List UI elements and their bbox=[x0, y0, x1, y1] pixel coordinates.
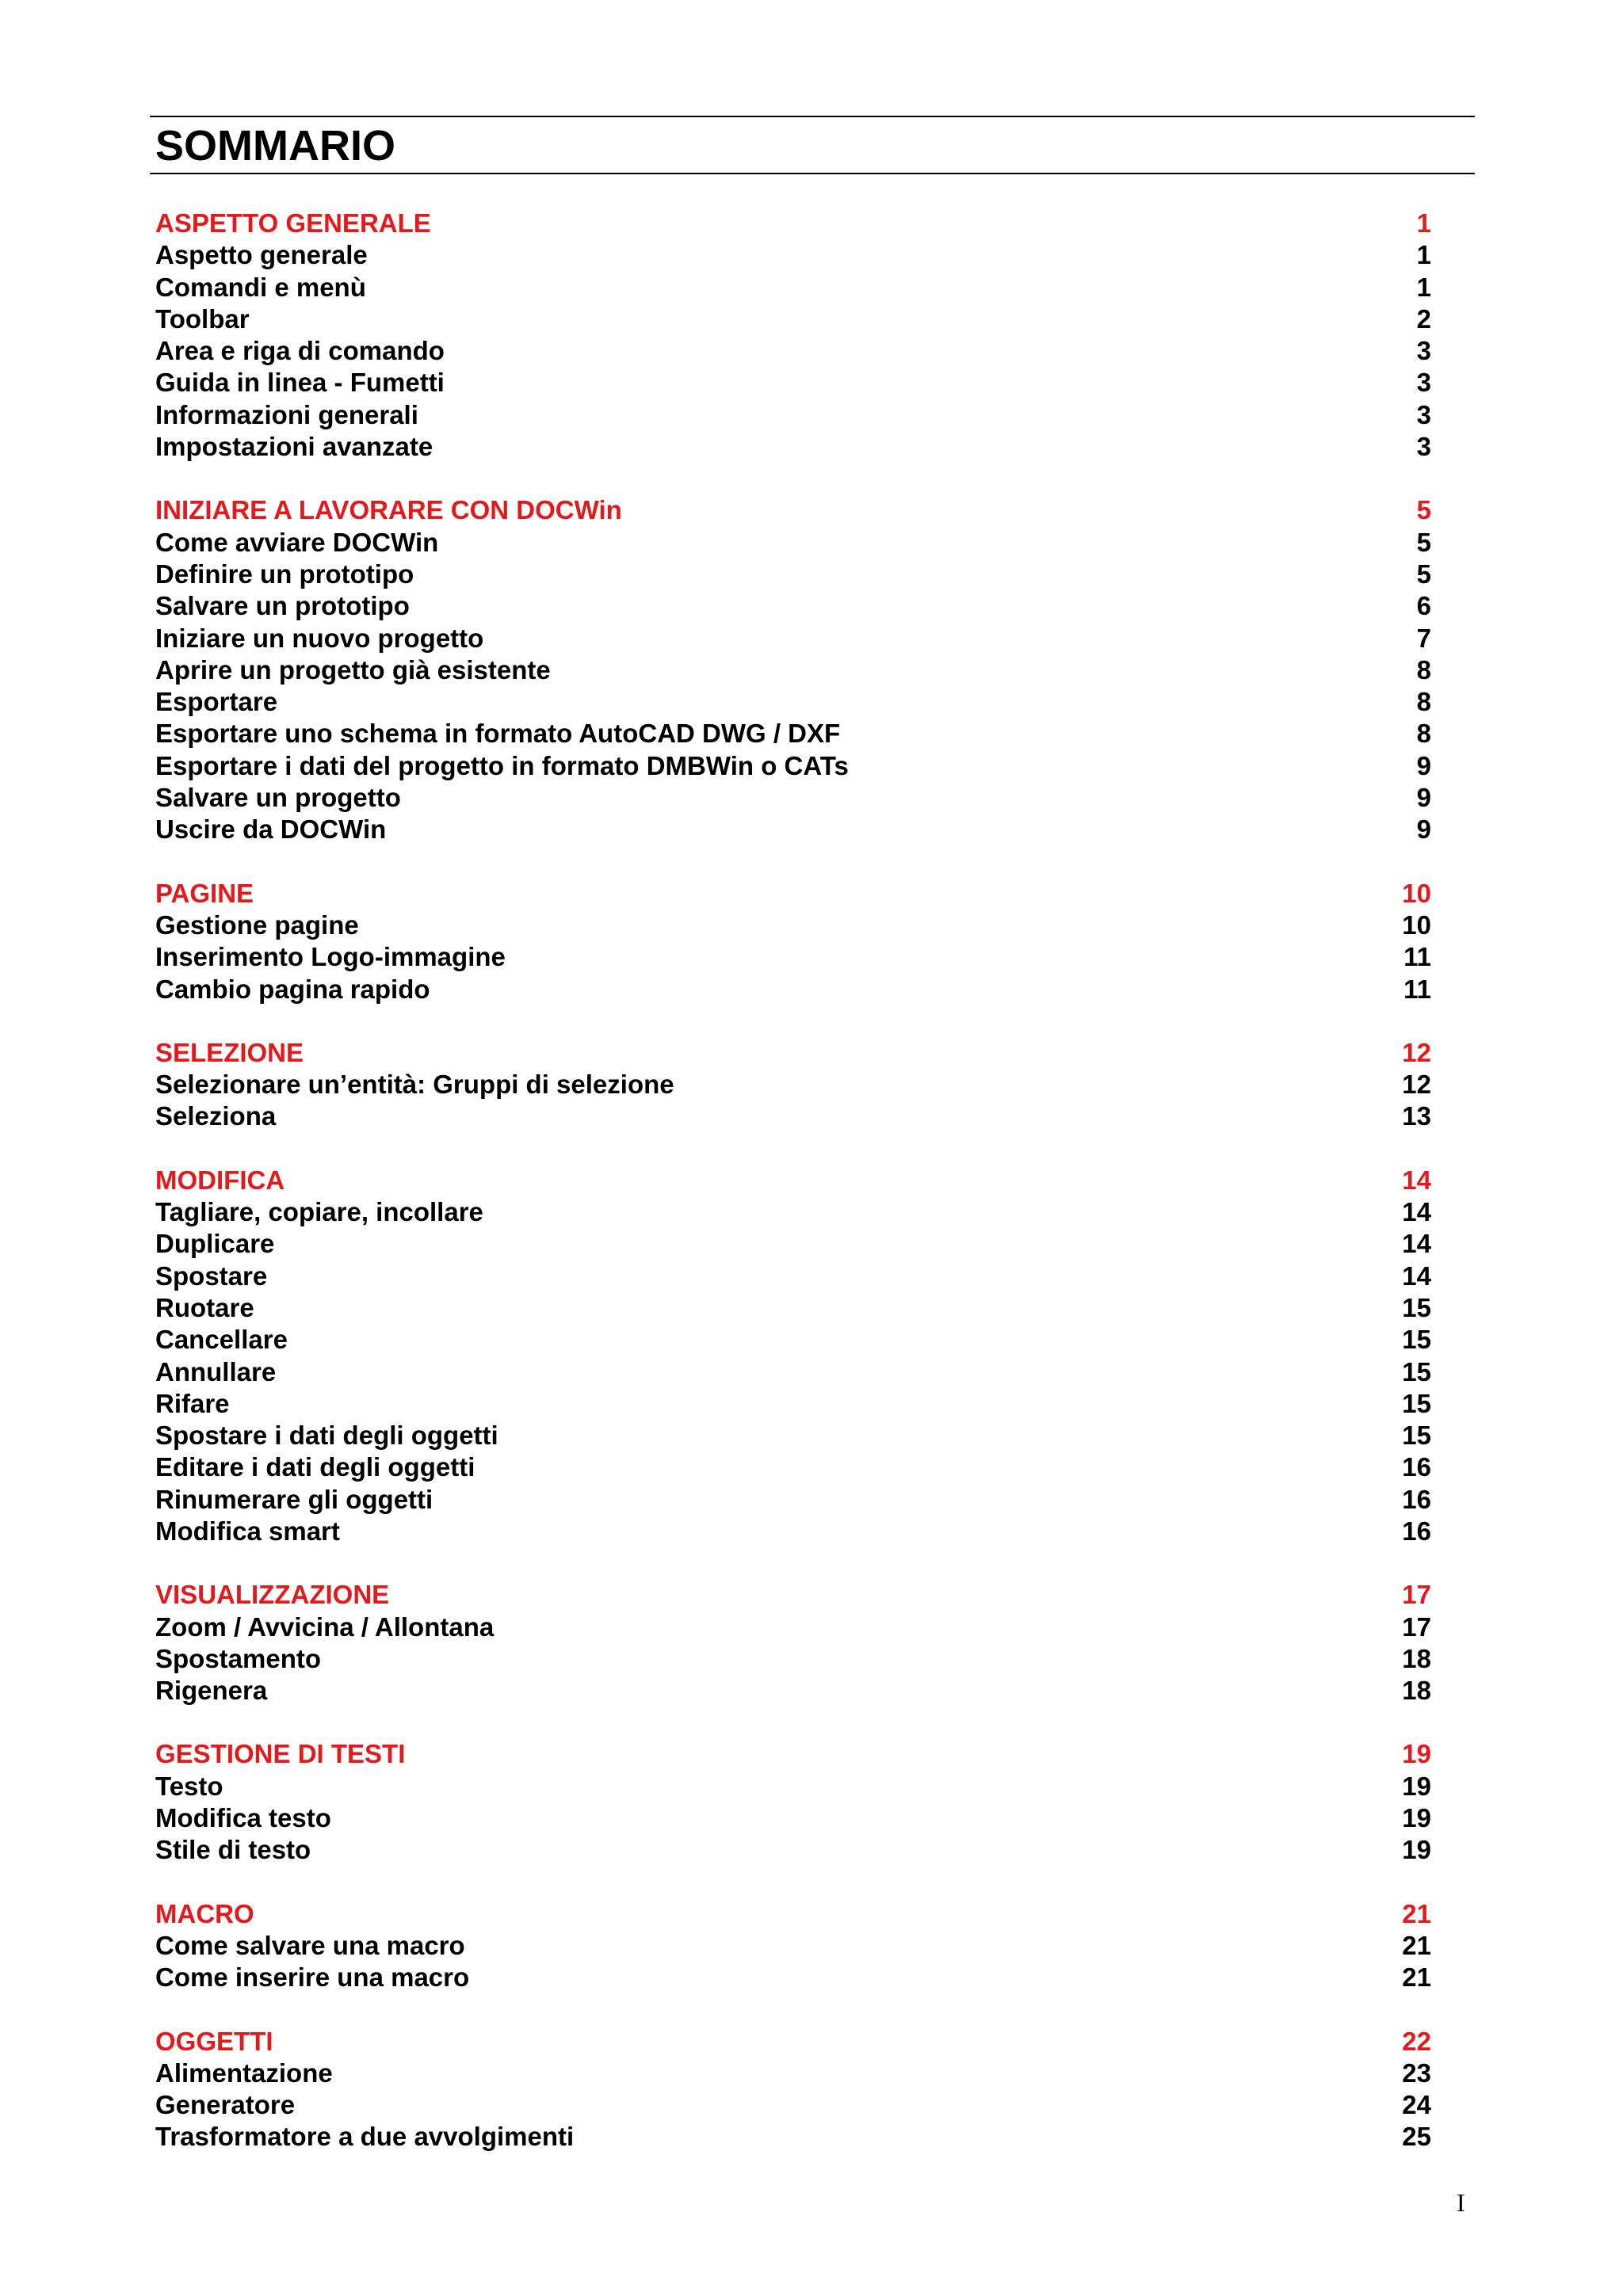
toc-entry[interactable] bbox=[155, 431, 1431, 463]
toc-entry-page: 16 bbox=[1402, 1484, 1431, 1514]
toc-section bbox=[155, 494, 1431, 845]
toc-entry-label: Modifica smart bbox=[155, 1516, 340, 1546]
toc-entry-label: Salvare un prototipo bbox=[155, 591, 410, 621]
toc-entry-page: 10 bbox=[1402, 910, 1431, 940]
toc-entry-page: 1 bbox=[1416, 272, 1431, 302]
toc-heading-label: VISUALIZZAZIONE bbox=[155, 1580, 390, 1610]
toc-entry[interactable] bbox=[155, 1771, 1431, 1802]
toc-entry[interactable] bbox=[155, 303, 1431, 335]
toc-entry-label: Annullare bbox=[155, 1356, 277, 1386]
toc-entry-page: 8 bbox=[1416, 687, 1431, 717]
toc-entry-page: 19 bbox=[1402, 1835, 1431, 1865]
toc-entry[interactable] bbox=[155, 1930, 1431, 1962]
toc-entry-page: 8 bbox=[1416, 654, 1431, 685]
toc-entry[interactable] bbox=[155, 1100, 1431, 1132]
toc-entry-label: Cambio pagina rapido bbox=[155, 974, 430, 1004]
toc-entry[interactable] bbox=[155, 1611, 1431, 1643]
toc-entry-label: Inserimento Logo-immagine bbox=[155, 942, 506, 972]
toc-section-heading[interactable] bbox=[155, 1898, 1431, 1930]
toc-section bbox=[155, 878, 1431, 1005]
toc-entry-page: 19 bbox=[1402, 1771, 1431, 1801]
toc-entry-label: Modifica testo bbox=[155, 1803, 331, 1833]
toc-entry-label: Zoom / Avvicina / Allontana bbox=[155, 1611, 495, 1642]
toc-section-heading[interactable] bbox=[155, 1738, 1431, 1770]
toc-entry-label: Come avviare DOCWin bbox=[155, 527, 439, 557]
toc-entry-page: 8 bbox=[1416, 719, 1431, 749]
toc-entry-page: 18 bbox=[1402, 1643, 1431, 1673]
toc-entry-label: Toolbar bbox=[155, 303, 250, 334]
toc-entry[interactable] bbox=[155, 1292, 1431, 1324]
toc-entry[interactable] bbox=[155, 750, 1431, 782]
toc-section bbox=[155, 1165, 1431, 1548]
title-block bbox=[150, 116, 1475, 174]
toc-section bbox=[155, 1738, 1431, 1866]
toc-section-heading[interactable] bbox=[155, 1165, 1431, 1196]
toc-entry[interactable] bbox=[155, 1261, 1431, 1292]
toc-heading-label: MACRO bbox=[155, 1898, 254, 1928]
toc-entry[interactable] bbox=[155, 1516, 1431, 1547]
toc-entry-page: 6 bbox=[1416, 591, 1431, 621]
toc-entry[interactable] bbox=[155, 2058, 1431, 2089]
toc-entry-page: 3 bbox=[1416, 336, 1431, 366]
toc-entry[interactable] bbox=[155, 1324, 1431, 1356]
toc-entry[interactable] bbox=[155, 1484, 1431, 1516]
toc-entry-page: 14 bbox=[1402, 1261, 1431, 1291]
toc-entry-label: Rinumerare gli oggetti bbox=[155, 1484, 433, 1514]
toc-section-heading[interactable] bbox=[155, 494, 1431, 526]
toc-entry-page: 15 bbox=[1402, 1388, 1431, 1418]
toc-entry[interactable] bbox=[155, 910, 1431, 941]
toc-entry[interactable] bbox=[155, 1451, 1431, 1483]
toc-entry-page: 3 bbox=[1416, 432, 1431, 462]
toc-entry[interactable] bbox=[155, 654, 1431, 686]
toc-entry[interactable] bbox=[155, 686, 1431, 718]
toc-entry-label: Spostamento bbox=[155, 1643, 322, 1673]
toc-entry-page: 23 bbox=[1402, 2058, 1431, 2088]
toc-entry[interactable] bbox=[155, 1420, 1431, 1451]
toc-entry-label: Iniziare un nuovo progetto bbox=[155, 623, 484, 653]
toc-entry-label: Esportare bbox=[155, 687, 278, 717]
toc-entry-label: Editare i dati degli oggetti bbox=[155, 1452, 475, 1482]
toc-entry-label: Seleziona bbox=[155, 1101, 277, 1131]
toc-entry[interactable] bbox=[155, 782, 1431, 814]
toc-entry[interactable] bbox=[155, 1643, 1431, 1675]
toc-section bbox=[155, 208, 1431, 463]
toc-entry-page: 16 bbox=[1402, 1452, 1431, 1482]
toc-entry-label: Guida in linea - Fumetti bbox=[155, 368, 445, 398]
toc-heading-page: 12 bbox=[1402, 1037, 1431, 1067]
toc-section bbox=[155, 1037, 1431, 1133]
toc-entry-label: Rigenera bbox=[155, 1676, 268, 1706]
page-number: I bbox=[1457, 2188, 1465, 2217]
toc-heading-label: PAGINE bbox=[155, 878, 254, 908]
toc-entry-page: 9 bbox=[1416, 750, 1431, 780]
toc-entry-page: 5 bbox=[1416, 559, 1431, 589]
toc-section-heading[interactable] bbox=[155, 1579, 1431, 1611]
toc-entry-page: 14 bbox=[1402, 1197, 1431, 1227]
toc-entry-page: 15 bbox=[1402, 1325, 1431, 1355]
toc-entry-label: Come salvare una macro bbox=[155, 1930, 465, 1960]
toc-entry-label: Cancellare bbox=[155, 1325, 288, 1355]
toc-entry[interactable] bbox=[155, 974, 1431, 1005]
toc-entry-page: 13 bbox=[1402, 1101, 1431, 1131]
toc-entry-label: Testo bbox=[155, 1771, 223, 1801]
toc-entry-page: 14 bbox=[1402, 1229, 1431, 1259]
toc-heading-label: ASPETTO GENERALE bbox=[155, 208, 431, 238]
toc-entry-label: Area e riga di comando bbox=[155, 336, 445, 366]
toc-entry[interactable] bbox=[155, 367, 1431, 399]
toc-entry-label: Tagliare, copiare, incollare bbox=[155, 1197, 483, 1227]
toc-entry[interactable] bbox=[155, 399, 1431, 431]
toc-entry[interactable] bbox=[155, 1196, 1431, 1228]
toc-heading-label: MODIFICA bbox=[155, 1165, 285, 1195]
toc-entry[interactable] bbox=[155, 623, 1431, 654]
toc-entry-page: 25 bbox=[1402, 2122, 1431, 2152]
toc-entry-label: Comandi e menù bbox=[155, 272, 366, 302]
toc-heading-page: 10 bbox=[1402, 878, 1431, 908]
toc-entry-label: Esportare i dati del progetto in formato DMBWin o CATs bbox=[155, 750, 849, 780]
toc-entry-label: Uscire da DOCWin bbox=[155, 814, 387, 845]
toc-section bbox=[155, 1579, 1431, 1707]
toc-entry-label: Informazioni generali bbox=[155, 399, 418, 429]
toc-entry-page: 15 bbox=[1402, 1292, 1431, 1322]
toc-entry[interactable] bbox=[155, 1834, 1431, 1866]
toc-entry-label: Come inserire una macro bbox=[155, 1962, 470, 1993]
toc-entry-page: 21 bbox=[1402, 1962, 1431, 1993]
toc-entry[interactable] bbox=[155, 1802, 1431, 1834]
toc-heading-label: INIZIARE A LAVORARE CON DOCWin bbox=[155, 495, 622, 525]
toc-section-heading[interactable] bbox=[155, 2026, 1431, 2058]
toc-entry-label: Alimentazione bbox=[155, 2058, 333, 2088]
toc-entry[interactable] bbox=[155, 2089, 1431, 2121]
toc-entry-page: 24 bbox=[1402, 2090, 1431, 2120]
toc-heading-page: 22 bbox=[1402, 2026, 1431, 2056]
page-title: SOMMARIO bbox=[155, 122, 395, 170]
toc-entry-label: Trasformatore a due avvolgimenti bbox=[155, 2122, 575, 2152]
toc-entry-label: Generatore bbox=[155, 2090, 296, 2120]
toc-entry-label: Salvare un progetto bbox=[155, 783, 401, 813]
toc-entry-label: Spostare i dati degli oggetti bbox=[155, 1421, 498, 1451]
toc-heading-label: GESTIONE DI TESTI bbox=[155, 1739, 406, 1769]
table-of-contents bbox=[155, 208, 1431, 2185]
toc-entry[interactable] bbox=[155, 559, 1431, 590]
toc-entry-page: 7 bbox=[1416, 623, 1431, 653]
toc-entry[interactable] bbox=[155, 2121, 1431, 2153]
toc-heading-page: 19 bbox=[1402, 1739, 1431, 1769]
toc-entry-page: 21 bbox=[1402, 1930, 1431, 1960]
toc-entry-label: Aspetto generale bbox=[155, 240, 368, 270]
toc-section bbox=[155, 1898, 1431, 1994]
toc-heading-page: 14 bbox=[1402, 1165, 1431, 1195]
toc-entry-page: 9 bbox=[1416, 814, 1431, 845]
toc-heading-label: OGGETTI bbox=[155, 2026, 273, 2056]
toc-entry[interactable] bbox=[155, 1356, 1431, 1388]
toc-entry-page: 3 bbox=[1416, 399, 1431, 429]
toc-section bbox=[155, 2026, 1431, 2153]
toc-entry-label: Duplicare bbox=[155, 1229, 275, 1259]
toc-entry-label: Gestione pagine bbox=[155, 910, 359, 940]
toc-entry-page: 1 bbox=[1416, 240, 1431, 270]
toc-heading-page: 17 bbox=[1402, 1580, 1431, 1610]
toc-entry-label: Selezionare un’entità: Gruppi di selezione bbox=[155, 1070, 674, 1100]
toc-entry[interactable] bbox=[155, 272, 1431, 303]
toc-entry-page: 17 bbox=[1402, 1611, 1431, 1642]
toc-entry[interactable] bbox=[155, 1675, 1431, 1707]
toc-entry-label: Esportare uno schema in formato AutoCAD DWG / DXF bbox=[155, 719, 841, 749]
toc-entry[interactable] bbox=[155, 814, 1431, 845]
toc-entry[interactable] bbox=[155, 590, 1431, 622]
toc-entry[interactable] bbox=[155, 1388, 1431, 1420]
toc-heading-page: 1 bbox=[1416, 208, 1431, 238]
toc-entry-page: 3 bbox=[1416, 368, 1431, 398]
toc-heading-page: 21 bbox=[1402, 1898, 1431, 1928]
toc-entry[interactable] bbox=[155, 718, 1431, 749]
toc-entry[interactable] bbox=[155, 335, 1431, 367]
toc-entry-page: 11 bbox=[1403, 974, 1431, 1004]
toc-entry-label: Rifare bbox=[155, 1388, 230, 1418]
toc-entry[interactable] bbox=[155, 941, 1431, 973]
toc-entry-page: 9 bbox=[1416, 783, 1431, 813]
toc-entry-page: 5 bbox=[1416, 527, 1431, 557]
toc-entry-label: Stile di testo bbox=[155, 1835, 311, 1865]
toc-entry[interactable] bbox=[155, 1962, 1431, 1993]
toc-entry-page: 19 bbox=[1402, 1803, 1431, 1833]
toc-entry-page: 15 bbox=[1402, 1356, 1431, 1386]
toc-entry-page: 16 bbox=[1402, 1516, 1431, 1546]
toc-entry-label: Aprire un progetto già esistente bbox=[155, 654, 551, 685]
toc-entry[interactable] bbox=[155, 1228, 1431, 1260]
toc-entry-page: 15 bbox=[1402, 1421, 1431, 1451]
toc-section-heading[interactable] bbox=[155, 208, 1431, 239]
toc-entry-page: 11 bbox=[1403, 942, 1431, 972]
toc-entry[interactable] bbox=[155, 1069, 1431, 1100]
toc-heading-label: SELEZIONE bbox=[155, 1037, 304, 1067]
toc-entry-label: Definire un prototipo bbox=[155, 559, 414, 589]
toc-entry[interactable] bbox=[155, 527, 1431, 559]
toc-entry[interactable] bbox=[155, 239, 1431, 271]
toc-entry-label: Ruotare bbox=[155, 1292, 254, 1322]
toc-entry-label: Impostazioni avanzate bbox=[155, 432, 433, 462]
toc-entry-page: 18 bbox=[1402, 1676, 1431, 1706]
toc-entry-label: Spostare bbox=[155, 1261, 268, 1291]
toc-section-heading[interactable] bbox=[155, 1037, 1431, 1069]
toc-section-heading[interactable] bbox=[155, 878, 1431, 910]
toc-entry-page: 2 bbox=[1416, 303, 1431, 334]
toc-heading-page: 5 bbox=[1416, 495, 1431, 525]
toc-entry-page: 12 bbox=[1402, 1070, 1431, 1100]
